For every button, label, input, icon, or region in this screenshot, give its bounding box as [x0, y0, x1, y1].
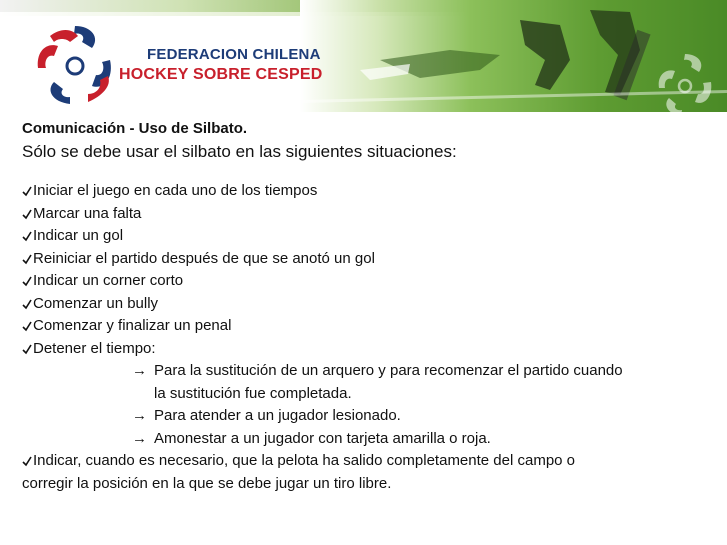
arrow-icon: → [132, 429, 147, 447]
sub-list-item-text: Para la sustitución de un arquero y para recomenzar el partido cuando [154, 362, 623, 379]
sub-list-item [22, 405, 712, 428]
org-name-line1: FEDERACION CHILENA [147, 46, 321, 63]
checkmark-icon [22, 208, 32, 220]
list-item [22, 248, 712, 271]
checkmark-icon [22, 320, 32, 332]
list-item-text: Iniciar el juego en cada uno de los tiempos [33, 182, 318, 199]
checkmark-icon [22, 343, 32, 355]
slide-subtitle: Sólo se debe usar el silbato en las siguientes situaciones: [22, 142, 457, 161]
checkmark-icon [22, 230, 32, 242]
list-item-text-continued: corregir la posición en la que se debe jugar un tiro libre. [22, 474, 392, 492]
list-item [22, 315, 712, 338]
list-item-text: Comenzar un bully [33, 294, 159, 312]
list-item [22, 225, 712, 248]
slide-title: Comunicación - Uso de Silbato. [22, 120, 248, 137]
sub-list-item-text: Para atender a un jugador lesionado. [154, 407, 401, 424]
list-item-text: Reiniciar el partido después de que se anotó un gol [33, 249, 375, 267]
checkmark-icon [22, 298, 32, 310]
list-item-text: Detener el tiempo: [33, 339, 156, 357]
checkmark-icon [22, 253, 32, 265]
federation-logo [30, 20, 120, 112]
list-item [22, 293, 712, 316]
sub-list-item [22, 428, 712, 451]
watermark-logo-icon [655, 50, 715, 118]
list-item [22, 203, 712, 226]
list-item-text: Marcar una falta [33, 204, 142, 222]
header-banner [0, 0, 727, 118]
list-item-text: Indicar, cuando es necesario, que la pelota ha salido completamente del campo o [33, 452, 576, 469]
slide-content [22, 118, 712, 495]
checkmark-icon [22, 275, 32, 287]
list-item [22, 180, 712, 203]
checkmark-icon [22, 185, 32, 197]
sub-list-item-text: Amonestar a un jugador con tarjeta amarilla o roja. [154, 429, 491, 447]
checkmark-icon [22, 455, 32, 467]
arrow-icon: → [132, 407, 147, 424]
org-name-line2: HOCKEY SOBRE CESPED [119, 66, 323, 83]
list-item-text: Indicar un gol [33, 227, 124, 244]
sub-list-item-continuation: la sustitución fue completada. [154, 384, 352, 402]
list-item [22, 338, 712, 361]
arrow-icon: → [132, 362, 147, 379]
sub-list-item [22, 360, 712, 383]
list-item-text: Comenzar y finalizar un penal [33, 317, 232, 334]
list-item [22, 450, 712, 495]
list-item [22, 270, 712, 293]
list-item-text: Indicar un corner corto [33, 272, 184, 289]
